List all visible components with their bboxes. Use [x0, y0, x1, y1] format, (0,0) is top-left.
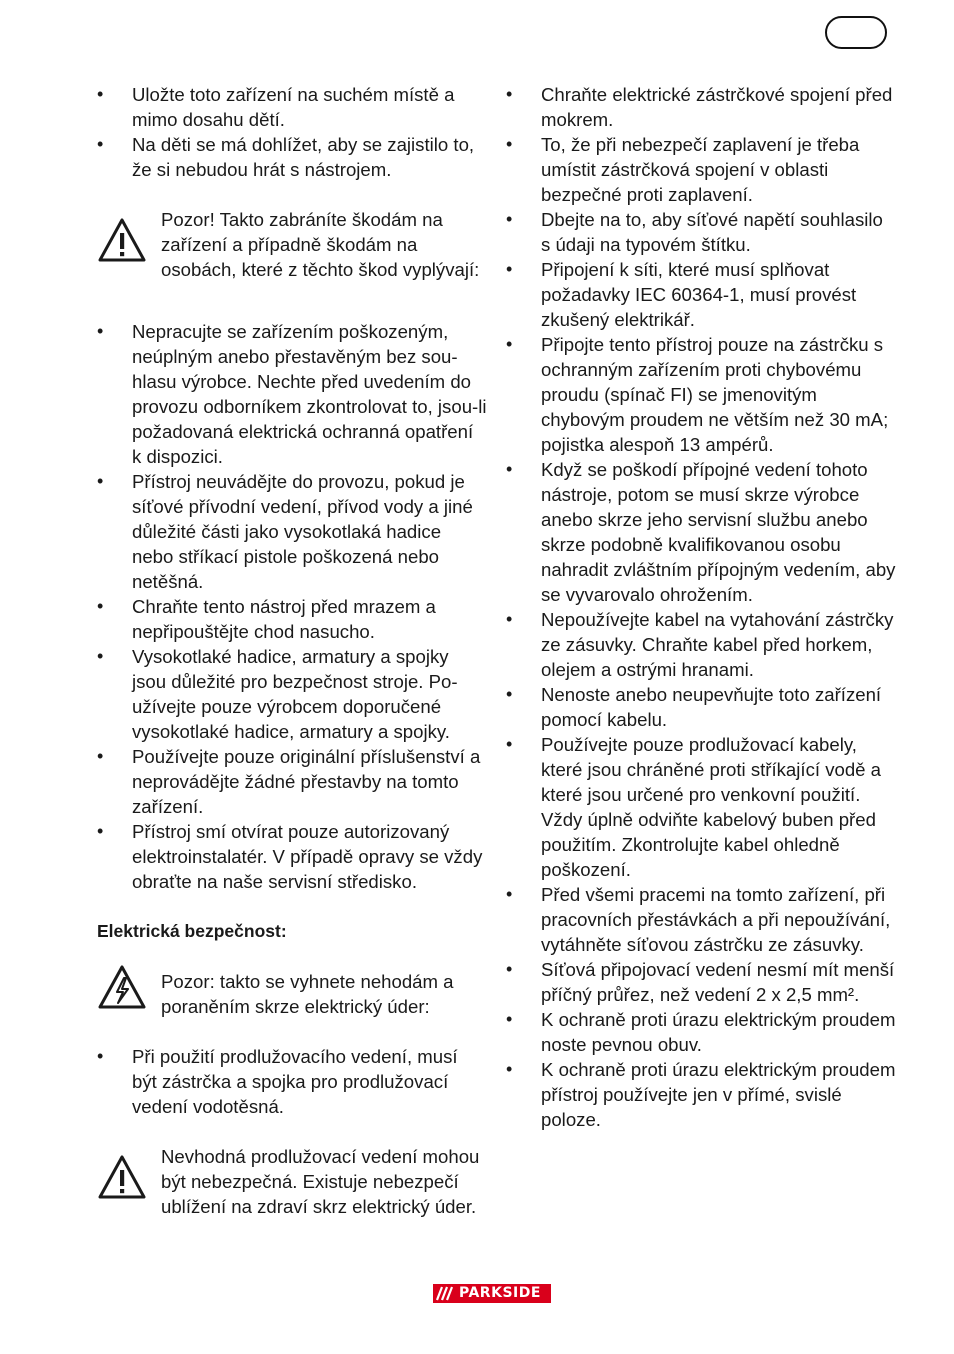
- warning-text: Nevhodná prodlužovací vedení mohou být nebezpečná. Existuje nebezpečí ublížení na zdraví skrz elektrický úder.: [161, 1146, 480, 1217]
- logo-text: PARKSIDE: [459, 1285, 541, 1301]
- list-item: • Přístroj smí otvírat pouze autorizovaný elektroinstalatér. V případě opravy se vždy obraťte na naše servisní středisko.: [97, 819, 487, 894]
- list-item: • Používejte pouze originální příslušenství a neprovádějte žádné přestavby na tomto zařízení.: [97, 744, 487, 819]
- left-column: [97, 82, 487, 1219]
- list-item: • Nepracujte se zařízením poškozeným, neúplným anebo přestavěným bez souhlasu výrobce. Nechte před uvedením do provozu odborníkem zkontrolovat to, jsou-li požadovaná elektrická ochranná opatření k dispozici.: [97, 319, 487, 469]
- bullet-list-electrical: [506, 82, 896, 1132]
- warning-triangle-icon: [97, 217, 147, 263]
- list-item: • Síťová připojovací vedení nesmí mít menší příčný průřez, než vedení 2 x 2,5 mm².: [506, 957, 896, 1007]
- parkside-logo: [433, 1284, 551, 1303]
- list-item: • Přístroj neuvádějte do provozu, pokud je síťové přívodní vedení, přívod vody a jiné důležité části jako vysokotlaká hadice nebo stříkací pistole poškozená nebo netěšná.: [97, 469, 487, 594]
- electric-shock-icon: [97, 964, 147, 1010]
- list-item: • Vysokotlaké hadice, armatury a spojky jsou důležité pro bezpečnost stroje. Používejte pouze výrobcem doporučené vysokotlaké hadice, armatury a spojky.: [97, 644, 487, 744]
- language-badge: [825, 16, 887, 49]
- logo-stripes-icon: [433, 1284, 457, 1303]
- warning-block-damage: [97, 207, 487, 282]
- warning-triangle-icon: [97, 1154, 147, 1200]
- warning-text: Pozor! Takto zabráníte škodám na zařízení a případně škodám na osobách, které z těchto škod vyplývají:: [161, 209, 480, 280]
- bullet-list-extension: [97, 1044, 487, 1119]
- list-item: • Když se poškodí přípojné vedení tohoto nástroje, potom se musí skrze výrobce anebo skrze jeho servisní službu anebo skrze podobně kvalifikovanou osobu nahradit zvláštním přípojným vedením, aby se vyvarovalo ohrožením.: [506, 457, 896, 607]
- list-item: • Při použití prodlužovacího vedení, musí být zástrčka a spojka pro prodlužovací vedení vodotěsná.: [97, 1044, 487, 1119]
- list-item: • Chraňte tento nástroj před mrazem a nepřipouštějte chod nasucho.: [97, 594, 487, 644]
- bullet-list-storage: [97, 82, 487, 182]
- list-item: • Připojte tento přístroj pouze na zástrčku s ochranným zařízením proti chybovému proudu (spínač FI) se jmenovitým chybovým proudem ne větším než 30 mA; pojistka alespoň 13 ampérů.: [506, 332, 896, 457]
- warning-text: Pozor: takto se vyhnete nehodám a poraněním skrze elektrický úder:: [161, 971, 454, 1017]
- list-item: • Dbejte na to, aby síťové napětí souhlasilo s údaji na typovém štítku.: [506, 207, 896, 257]
- list-item: • Připojení k síti, které musí splňovat požadavky IEC 60364-1, musí provést zkušený elektrikář.: [506, 257, 896, 332]
- list-item: • Na děti se má dohlížet, aby se zajistilo to, že si nebudou hrát s nástrojem.: [97, 132, 487, 182]
- right-column: [506, 82, 896, 1132]
- list-item: • Chraňte elektrické zástrčkové spojení před mokrem.: [506, 82, 896, 132]
- list-item: • K ochraně proti úrazu elektrickým proudem přístroj používejte jen v přímé, svislé poloze.: [506, 1057, 896, 1132]
- bullet-list-operation: [97, 319, 487, 894]
- list-item: • Nepoužívejte kabel na vytahování zástrčky ze zásuvky. Chraňte kabel před horkem, olejem a ostrými hranami.: [506, 607, 896, 682]
- warning-block-extension: [97, 1144, 487, 1219]
- list-item: • Před všemi pracemi na tomto zařízení, při pracovních přestávkách a při nepoužívání, vytáhněte síťovou zástrčku ze zásuvky.: [506, 882, 896, 957]
- list-item: • To, že při nebezpečí zaplavení je třeba umístit zástrčková spojení v oblasti bezpečné proti zaplavení.: [506, 132, 896, 207]
- list-item: • Nenoste anebo neupevňujte toto zařízení pomocí kabelu.: [506, 682, 896, 732]
- list-item: • Uložte toto zařízení na suchém místě a mimo dosahu dětí.: [97, 82, 487, 132]
- section-heading: Elektrická bezpečnost:: [97, 921, 287, 941]
- list-item: • K ochraně proti úrazu elektrickým proudem noste pevnou obuv.: [506, 1007, 896, 1057]
- warning-block-electric: [97, 969, 487, 1019]
- list-item: • Používejte pouze prodlužovací kabely, které jsou chráněné proti stříkající vodě a které jsou určené pro venkovní použití. Vždy úplně odviňte kabelový buben před použitím. Zkontrolujte kabel ohledně poškození.: [506, 732, 896, 882]
